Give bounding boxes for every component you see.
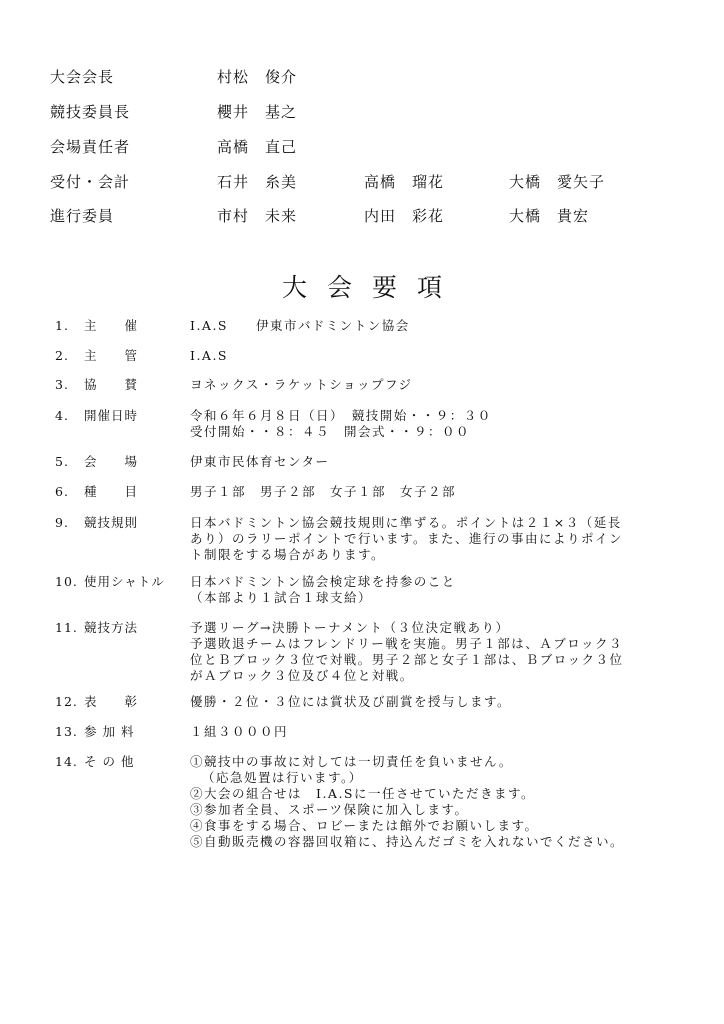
item-content: [190, 694, 670, 710]
item-line: I.A.S 伊東市バドミントン協会: [190, 318, 410, 333]
item-label: 表 彰: [84, 694, 139, 709]
staff-name: 大橋 貴宏: [509, 207, 590, 225]
document-title: 大会要項: [281, 273, 462, 302]
item-label: そ の 他: [84, 754, 135, 769]
staff-row-president: [0, 66, 724, 92]
staff-role: 受付・会計: [50, 173, 131, 191]
item-line: ④食事をする場合、ロビーまたは館外でお願いします。: [190, 818, 539, 833]
item-line: 受付開始・・８：４５ 開会式・・９：００: [190, 424, 471, 439]
item-content: [190, 408, 670, 440]
item-number: 5.: [55, 454, 69, 469]
item-number: 12.: [55, 694, 78, 709]
staff-name: 高橋 直己: [217, 138, 298, 156]
staff-row-competition-chair: [0, 101, 724, 127]
staff-row-venue-manager: [0, 136, 724, 162]
item-line: ト制限をする場合があります。: [190, 547, 386, 562]
item-number: 9.: [55, 515, 69, 530]
item-line: 日本バドミントン協会検定球を持参のこと: [190, 574, 456, 589]
staff-name: 内田 彩花: [364, 207, 445, 225]
item-content: [190, 754, 670, 850]
staff-name: 高橋 瑠花: [364, 173, 445, 191]
item-label: 競技方法: [84, 620, 139, 635]
item-line: ①競技中の事故に対しては一切責任を負いません。: [190, 754, 513, 769]
item-line: １組３０００円: [190, 724, 289, 739]
item-content: [190, 454, 670, 470]
item-label: 主 管: [84, 348, 139, 363]
staff-name: 櫻井 基之: [217, 103, 298, 121]
staff-name: 大橋 愛矢子: [509, 173, 606, 191]
item-line: 伊東市民体育センター: [190, 454, 330, 469]
item-line: ③参加者全員、スポーツ保険に加入します。: [190, 802, 469, 817]
item-label: 使用シャトル: [84, 574, 165, 589]
item-line: （本部より１試合１球支給）: [190, 590, 373, 605]
item-number: 6.: [55, 484, 69, 499]
staff-role: 大会会長: [50, 68, 115, 86]
item-number: 14.: [55, 754, 78, 769]
staff-name: 市村 未来: [217, 207, 298, 225]
item-content: [190, 318, 670, 334]
staff-role: 進行委員: [50, 207, 115, 225]
item-label: 競技規則: [84, 515, 139, 530]
item-line: ②大会の組合せは I.A.Sに一任させていただきます。: [190, 786, 535, 801]
item-line: ⑤自動販売機の容器回収箱に、持込んだゴミを入れないでください。: [190, 834, 625, 849]
item-content: [190, 724, 670, 740]
item-line: 令和６年６月８日（日） 競技開始・・９：３０: [190, 408, 492, 423]
item-line: ヨネックス・ラケットショップフジ: [190, 377, 413, 392]
item-label: 主 催: [84, 318, 139, 333]
item-content: [190, 515, 670, 563]
item-line: がＡブロック３位及び４位と対戦。: [190, 668, 414, 683]
item-label: 参 加 料: [84, 724, 135, 739]
item-line: I.A.S: [190, 348, 228, 363]
item-label: 種 目: [84, 484, 139, 499]
staff-name: 村松 俊介: [217, 68, 298, 86]
item-number: 11.: [55, 620, 78, 635]
item-line: あり）のラリーポイントで行います。また、進行の事由によりポイン: [190, 531, 624, 546]
item-content: [190, 574, 670, 606]
item-content: [190, 484, 670, 500]
item-line: 予選敗退チームはフレンドリー戦を実施。男子１部は、Ａブロック３: [190, 636, 623, 651]
item-content: [190, 620, 670, 684]
item-content: [190, 348, 670, 364]
staff-role: 会場責任者: [50, 138, 131, 156]
item-line: 予選リーグ→決勝トーナメント（３位決定戦あり）: [190, 620, 510, 635]
staff-row-progress-committee: [0, 205, 724, 231]
item-number: 13.: [55, 724, 78, 739]
item-number: 4.: [55, 408, 69, 423]
item-line: 男子１部 男子２部 女子１部 女子２部: [190, 484, 457, 499]
item-number: 2.: [55, 348, 69, 363]
item-line: 位とＢブロック３位で対戦。男子２部と女子１部は、Ｂブロック３位: [190, 652, 624, 667]
item-line: （応急処置は行います。）: [202, 770, 363, 785]
item-number: 1.: [55, 318, 69, 333]
staff-row-reception: [0, 171, 724, 197]
staff-role: 競技委員長: [50, 103, 131, 121]
item-content: [190, 377, 670, 393]
item-label: 協 賛: [84, 377, 139, 392]
item-number: 10.: [55, 574, 78, 589]
item-line: 日本バドミントン協会競技規則に準ずる。ポイントは２１×３（延長: [190, 515, 622, 530]
item-label: 会 場: [84, 454, 139, 469]
item-number: 3.: [55, 377, 69, 392]
item-label: 開催日時: [84, 408, 139, 423]
staff-name: 石井 糸美: [217, 173, 298, 191]
item-line: 優勝・２位・３位には賞状及び副賞を授与します。: [190, 694, 512, 709]
